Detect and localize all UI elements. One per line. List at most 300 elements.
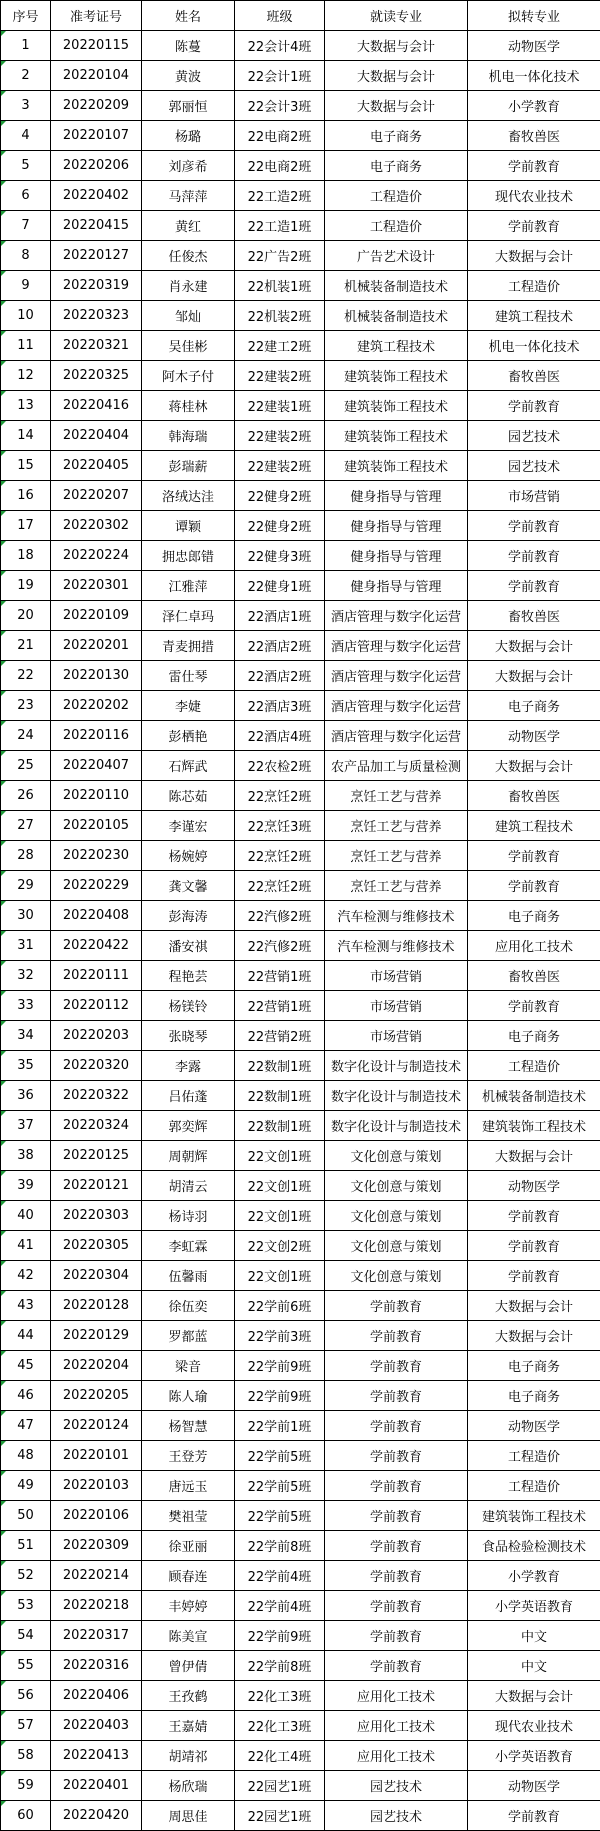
table-row: [1, 1201, 600, 1231]
cell-class: 22会计3班: [235, 91, 325, 121]
cell-index: 4: [1, 121, 51, 151]
cell-class: 22学前4班: [235, 1591, 325, 1621]
table-row: [1, 1051, 600, 1081]
cell-index: 7: [1, 211, 51, 241]
cell-exam-number: 20220104: [51, 61, 142, 91]
cell-index: 60: [1, 1801, 51, 1831]
cell-name: 李婕: [142, 691, 235, 721]
cell-exam-number: 20220303: [51, 1201, 142, 1231]
cell-target-major: 学前教育: [468, 991, 600, 1021]
cell-class: 22学前9班: [235, 1381, 325, 1411]
cell-current-major: 学前教育: [325, 1591, 468, 1621]
table-row: [1, 1411, 600, 1441]
cell-name: 顾春连: [142, 1561, 235, 1591]
cell-current-major: 机械装备制造技术: [325, 271, 468, 301]
cell-target-major: 大数据与会计: [468, 631, 600, 661]
cell-name: 罗都蓝: [142, 1321, 235, 1351]
cell-class: 22营销1班: [235, 991, 325, 1021]
table-row: [1, 1321, 600, 1351]
cell-target-major: 小学教育: [468, 91, 600, 121]
cell-current-major: 酒店管理与数字化运营: [325, 661, 468, 691]
table-row: [1, 871, 600, 901]
cell-exam-number: 20220422: [51, 931, 142, 961]
table-row: [1, 1591, 600, 1621]
cell-target-major: 工程造价: [468, 1441, 600, 1471]
cell-current-major: 广告艺术设计: [325, 241, 468, 271]
cell-index: 3: [1, 91, 51, 121]
cell-name: 梁音: [142, 1351, 235, 1381]
cell-target-major: 学前教育: [468, 511, 600, 541]
cell-current-major: 文化创意与策划: [325, 1231, 468, 1261]
cell-current-major: 工程造价: [325, 211, 468, 241]
table-row: [1, 1741, 600, 1771]
cell-name: 潘安祺: [142, 931, 235, 961]
cell-name: 周思佳: [142, 1801, 235, 1831]
cell-exam-number: 20220106: [51, 1501, 142, 1531]
cell-current-major: 酒店管理与数字化运营: [325, 721, 468, 751]
table-row: [1, 901, 600, 931]
cell-exam-number: 20220325: [51, 361, 142, 391]
cell-target-major: 电子商务: [468, 1381, 600, 1411]
cell-exam-number: 20220309: [51, 1531, 142, 1561]
cell-name: 程艳芸: [142, 961, 235, 991]
cell-index: 26: [1, 781, 51, 811]
cell-current-major: 文化创意与策划: [325, 1261, 468, 1291]
cell-class: 22文创1班: [235, 1201, 325, 1231]
cell-exam-number: 20220107: [51, 121, 142, 151]
cell-index: 43: [1, 1291, 51, 1321]
cell-index: 14: [1, 421, 51, 451]
cell-class: 22学前5班: [235, 1501, 325, 1531]
cell-name: 刘彦希: [142, 151, 235, 181]
table-row: [1, 1081, 600, 1111]
cell-class: 22广告2班: [235, 241, 325, 271]
cell-class: 22文创1班: [235, 1141, 325, 1171]
cell-index: 37: [1, 1111, 51, 1141]
cell-target-major: 食品检验检测技术: [468, 1531, 600, 1561]
table-row: [1, 121, 600, 151]
cell-class: 22酒店2班: [235, 661, 325, 691]
cell-class: 22电商2班: [235, 121, 325, 151]
cell-name: 任俊杰: [142, 241, 235, 271]
cell-class: 22酒店2班: [235, 631, 325, 661]
cell-target-major: 动物医学: [468, 1411, 600, 1441]
cell-current-major: 大数据与会计: [325, 31, 468, 61]
cell-class: 22数制1班: [235, 1111, 325, 1141]
cell-class: 22会计1班: [235, 61, 325, 91]
cell-index: 34: [1, 1021, 51, 1051]
cell-target-major: 应用化工技术: [468, 931, 600, 961]
table-row: [1, 31, 600, 61]
cell-target-major: 动物医学: [468, 1771, 600, 1801]
cell-target-major: 学前教育: [468, 871, 600, 901]
table-row: [1, 511, 600, 541]
cell-target-major: 学前教育: [468, 1801, 600, 1831]
table-row: [1, 691, 600, 721]
cell-index: 47: [1, 1411, 51, 1441]
cell-name: 石辉武: [142, 751, 235, 781]
cell-name: 樊祖莹: [142, 1501, 235, 1531]
cell-name: 杨欣瑞: [142, 1771, 235, 1801]
cell-index: 38: [1, 1141, 51, 1171]
cell-index: 35: [1, 1051, 51, 1081]
table-row: [1, 721, 600, 751]
cell-name: 洛绒达洼: [142, 481, 235, 511]
cell-index: 58: [1, 1741, 51, 1771]
cell-class: 22文创1班: [235, 1171, 325, 1201]
cell-target-major: 电子商务: [468, 691, 600, 721]
cell-current-major: 健身指导与管理: [325, 481, 468, 511]
cell-current-major: 市场营销: [325, 991, 468, 1021]
header-class: 班级: [235, 1, 325, 31]
cell-class: 22学前6班: [235, 1291, 325, 1321]
cell-class: 22酒店1班: [235, 601, 325, 631]
cell-current-major: 数字化设计与制造技术: [325, 1111, 468, 1141]
table-row: [1, 151, 600, 181]
table-row: [1, 271, 600, 301]
cell-target-major: 大数据与会计: [468, 751, 600, 781]
cell-target-major: 小学英语教育: [468, 1741, 600, 1771]
cell-class: 22农检2班: [235, 751, 325, 781]
cell-class: 22园艺1班: [235, 1801, 325, 1831]
cell-name: 陈芯茹: [142, 781, 235, 811]
cell-current-major: 酒店管理与数字化运营: [325, 601, 468, 631]
cell-exam-number: 20220121: [51, 1171, 142, 1201]
header-current-major: 就读专业: [325, 1, 468, 31]
cell-target-major: 学前教育: [468, 1201, 600, 1231]
table-row: [1, 241, 600, 271]
table-body: [1, 31, 600, 1831]
header-index: 序号: [1, 1, 51, 31]
cell-exam-number: 20220202: [51, 691, 142, 721]
cell-name: 青麦拥措: [142, 631, 235, 661]
table-row: [1, 1381, 600, 1411]
cell-current-major: 学前教育: [325, 1561, 468, 1591]
cell-current-major: 文化创意与策划: [325, 1141, 468, 1171]
cell-name: 彭栖艳: [142, 721, 235, 751]
cell-exam-number: 20220230: [51, 841, 142, 871]
cell-name: 徐亚丽: [142, 1531, 235, 1561]
cell-name: 杨智慧: [142, 1411, 235, 1441]
cell-target-major: 畜牧兽医: [468, 961, 600, 991]
cell-target-major: 小学英语教育: [468, 1591, 600, 1621]
cell-exam-number: 20220203: [51, 1021, 142, 1051]
cell-name: 李谨宏: [142, 811, 235, 841]
header-target-major: 拟转专业: [468, 1, 600, 31]
table-row: [1, 1771, 600, 1801]
cell-target-major: 电子商务: [468, 901, 600, 931]
table-row: [1, 1441, 600, 1471]
cell-current-major: 电子商务: [325, 151, 468, 181]
cell-target-major: 建筑装饰工程技术: [468, 1111, 600, 1141]
cell-current-major: 建筑装饰工程技术: [325, 361, 468, 391]
cell-current-major: 文化创意与策划: [325, 1171, 468, 1201]
cell-current-major: 学前教育: [325, 1291, 468, 1321]
cell-index: 51: [1, 1531, 51, 1561]
table-row: [1, 841, 600, 871]
table-row: [1, 361, 600, 391]
cell-name: 邹灿: [142, 301, 235, 331]
cell-exam-number: 20220305: [51, 1231, 142, 1261]
table-row: [1, 751, 600, 781]
table-row: [1, 1141, 600, 1171]
cell-current-major: 健身指导与管理: [325, 571, 468, 601]
cell-class: 22酒店3班: [235, 691, 325, 721]
cell-target-major: 动物医学: [468, 1171, 600, 1201]
cell-class: 22学前5班: [235, 1441, 325, 1471]
table-row: [1, 811, 600, 841]
cell-exam-number: 20220420: [51, 1801, 142, 1831]
cell-target-major: 工程造价: [468, 1471, 600, 1501]
cell-class: 22学前3班: [235, 1321, 325, 1351]
table-row: [1, 331, 600, 361]
cell-target-major: 大数据与会计: [468, 1291, 600, 1321]
cell-target-major: 畜牧兽医: [468, 601, 600, 631]
cell-current-major: 应用化工技术: [325, 1711, 468, 1741]
table-row: [1, 1501, 600, 1531]
cell-index: 24: [1, 721, 51, 751]
cell-index: 45: [1, 1351, 51, 1381]
cell-current-major: 学前教育: [325, 1351, 468, 1381]
cell-name: 杨诗羽: [142, 1201, 235, 1231]
cell-exam-number: 20220407: [51, 751, 142, 781]
cell-name: 阿木子付: [142, 361, 235, 391]
cell-exam-number: 20220406: [51, 1681, 142, 1711]
cell-class: 22学前8班: [235, 1531, 325, 1561]
cell-name: 王孜鹤: [142, 1681, 235, 1711]
cell-current-major: 大数据与会计: [325, 61, 468, 91]
cell-index: 11: [1, 331, 51, 361]
cell-exam-number: 20220402: [51, 181, 142, 211]
cell-name: 周朝辉: [142, 1141, 235, 1171]
cell-exam-number: 20220415: [51, 211, 142, 241]
cell-class: 22工造2班: [235, 181, 325, 211]
cell-index: 44: [1, 1321, 51, 1351]
table-row: [1, 181, 600, 211]
cell-exam-number: 20220413: [51, 1741, 142, 1771]
cell-class: 22烹饪3班: [235, 811, 325, 841]
cell-index: 22: [1, 661, 51, 691]
cell-index: 5: [1, 151, 51, 181]
header-name: 姓名: [142, 1, 235, 31]
cell-target-major: 畜牧兽医: [468, 121, 600, 151]
cell-current-major: 机械装备制造技术: [325, 301, 468, 331]
cell-index: 36: [1, 1081, 51, 1111]
cell-exam-number: 20220416: [51, 391, 142, 421]
cell-current-major: 烹饪工艺与营养: [325, 871, 468, 901]
cell-class: 22数制1班: [235, 1051, 325, 1081]
cell-index: 20: [1, 601, 51, 631]
cell-class: 22健身3班: [235, 541, 325, 571]
cell-name: 黄红: [142, 211, 235, 241]
cell-name: 郭丽恒: [142, 91, 235, 121]
table-row: [1, 91, 600, 121]
cell-name: 龚文馨: [142, 871, 235, 901]
cell-target-major: 畜牧兽医: [468, 361, 600, 391]
cell-index: 49: [1, 1471, 51, 1501]
cell-class: 22烹饪2班: [235, 841, 325, 871]
cell-exam-number: 20220110: [51, 781, 142, 811]
cell-name: 蒋桂林: [142, 391, 235, 421]
cell-name: 黄波: [142, 61, 235, 91]
cell-name: 陈蔓: [142, 31, 235, 61]
cell-class: 22数制1班: [235, 1081, 325, 1111]
cell-target-major: 动物医学: [468, 31, 600, 61]
cell-index: 2: [1, 61, 51, 91]
cell-target-major: 学前教育: [468, 391, 600, 421]
cell-current-major: 建筑装饰工程技术: [325, 421, 468, 451]
cell-exam-number: 20220408: [51, 901, 142, 931]
cell-index: 56: [1, 1681, 51, 1711]
cell-name: 丰婷婷: [142, 1591, 235, 1621]
cell-current-major: 工程造价: [325, 181, 468, 211]
cell-current-major: 学前教育: [325, 1441, 468, 1471]
cell-current-major: 健身指导与管理: [325, 541, 468, 571]
cell-target-major: 机电一体化技术: [468, 331, 600, 361]
cell-target-major: 学前教育: [468, 541, 600, 571]
cell-class: 22文创2班: [235, 1231, 325, 1261]
cell-target-major: 机电一体化技术: [468, 61, 600, 91]
cell-class: 22建装1班: [235, 391, 325, 421]
table-row: [1, 1801, 600, 1831]
cell-index: 25: [1, 751, 51, 781]
cell-target-major: 大数据与会计: [468, 1141, 600, 1171]
table-row: [1, 961, 600, 991]
cell-target-major: 学前教育: [468, 841, 600, 871]
cell-class: 22学前9班: [235, 1621, 325, 1651]
cell-exam-number: 20220125: [51, 1141, 142, 1171]
cell-current-major: 建筑装饰工程技术: [325, 391, 468, 421]
cell-class: 22学前8班: [235, 1651, 325, 1681]
cell-name: 马萍萍: [142, 181, 235, 211]
table-row: [1, 601, 600, 631]
cell-target-major: 畜牧兽医: [468, 781, 600, 811]
table-row: [1, 541, 600, 571]
cell-target-major: 大数据与会计: [468, 1681, 600, 1711]
cell-current-major: 园艺技术: [325, 1771, 468, 1801]
cell-target-major: 工程造价: [468, 1051, 600, 1081]
cell-current-major: 数字化设计与制造技术: [325, 1051, 468, 1081]
cell-class: 22建工2班: [235, 331, 325, 361]
cell-current-major: 大数据与会计: [325, 91, 468, 121]
cell-exam-number: 20220301: [51, 571, 142, 601]
cell-class: 22文创1班: [235, 1261, 325, 1291]
table-row: [1, 1231, 600, 1261]
cell-name: 彭瑞薪: [142, 451, 235, 481]
table-row: [1, 991, 600, 1021]
cell-exam-number: 20220324: [51, 1111, 142, 1141]
cell-name: 泽仁卓玛: [142, 601, 235, 631]
cell-class: 22汽修2班: [235, 931, 325, 961]
cell-current-major: 烹饪工艺与营养: [325, 811, 468, 841]
cell-class: 22化工3班: [235, 1711, 325, 1741]
cell-target-major: 电子商务: [468, 1021, 600, 1051]
cell-exam-number: 20220111: [51, 961, 142, 991]
cell-class: 22机装2班: [235, 301, 325, 331]
cell-index: 19: [1, 571, 51, 601]
cell-class: 22学前1班: [235, 1411, 325, 1441]
cell-name: 雷仕琴: [142, 661, 235, 691]
cell-target-major: 学前教育: [468, 1261, 600, 1291]
cell-current-major: 酒店管理与数字化运营: [325, 691, 468, 721]
cell-exam-number: 20220209: [51, 91, 142, 121]
cell-current-major: 健身指导与管理: [325, 511, 468, 541]
cell-current-major: 学前教育: [325, 1651, 468, 1681]
cell-name: 胡清云: [142, 1171, 235, 1201]
cell-index: 55: [1, 1651, 51, 1681]
cell-current-major: 烹饪工艺与营养: [325, 841, 468, 871]
cell-exam-number: 20220124: [51, 1411, 142, 1441]
cell-index: 46: [1, 1381, 51, 1411]
cell-index: 16: [1, 481, 51, 511]
cell-class: 22机装1班: [235, 271, 325, 301]
cell-target-major: 大数据与会计: [468, 241, 600, 271]
cell-index: 8: [1, 241, 51, 271]
cell-current-major: 建筑工程技术: [325, 331, 468, 361]
cell-class: 22健身1班: [235, 571, 325, 601]
cell-name: 陈人瑜: [142, 1381, 235, 1411]
cell-current-major: 应用化工技术: [325, 1681, 468, 1711]
cell-current-major: 数字化设计与制造技术: [325, 1081, 468, 1111]
cell-class: 22工造1班: [235, 211, 325, 241]
cell-class: 22烹饪2班: [235, 781, 325, 811]
cell-name: 李虹霖: [142, 1231, 235, 1261]
cell-target-major: 机械装备制造技术: [468, 1081, 600, 1111]
table-row: [1, 481, 600, 511]
cell-class: 22会计4班: [235, 31, 325, 61]
cell-index: 13: [1, 391, 51, 421]
cell-name: 曾伊倩: [142, 1651, 235, 1681]
table-header-row: [1, 1, 600, 31]
cell-target-major: 建筑装饰工程技术: [468, 1501, 600, 1531]
cell-index: 53: [1, 1591, 51, 1621]
cell-index: 6: [1, 181, 51, 211]
cell-target-major: 现代农业技术: [468, 1711, 600, 1741]
cell-name: 王嘉婧: [142, 1711, 235, 1741]
cell-exam-number: 20220304: [51, 1261, 142, 1291]
cell-index: 29: [1, 871, 51, 901]
cell-name: 张晓琴: [142, 1021, 235, 1051]
cell-exam-number: 20220323: [51, 301, 142, 331]
cell-current-major: 学前教育: [325, 1531, 468, 1561]
cell-target-major: 市场营销: [468, 481, 600, 511]
cell-class: 22电商2班: [235, 151, 325, 181]
table-row: [1, 301, 600, 331]
cell-index: 41: [1, 1231, 51, 1261]
cell-index: 28: [1, 841, 51, 871]
cell-exam-number: 20220224: [51, 541, 142, 571]
table-row: [1, 631, 600, 661]
cell-index: 32: [1, 961, 51, 991]
cell-exam-number: 20220115: [51, 31, 142, 61]
cell-index: 33: [1, 991, 51, 1021]
table-row: [1, 1681, 600, 1711]
table-row: [1, 1621, 600, 1651]
table-row: [1, 1171, 600, 1201]
cell-index: 57: [1, 1711, 51, 1741]
table-row: [1, 1291, 600, 1321]
cell-exam-number: 20220404: [51, 421, 142, 451]
cell-exam-number: 20220319: [51, 271, 142, 301]
cell-exam-number: 20220103: [51, 1471, 142, 1501]
cell-name: 杨璐: [142, 121, 235, 151]
cell-name: 杨婉婷: [142, 841, 235, 871]
cell-index: 21: [1, 631, 51, 661]
cell-exam-number: 20220403: [51, 1711, 142, 1741]
table-row: [1, 1351, 600, 1381]
cell-current-major: 学前教育: [325, 1411, 468, 1441]
cell-target-major: 园艺技术: [468, 421, 600, 451]
